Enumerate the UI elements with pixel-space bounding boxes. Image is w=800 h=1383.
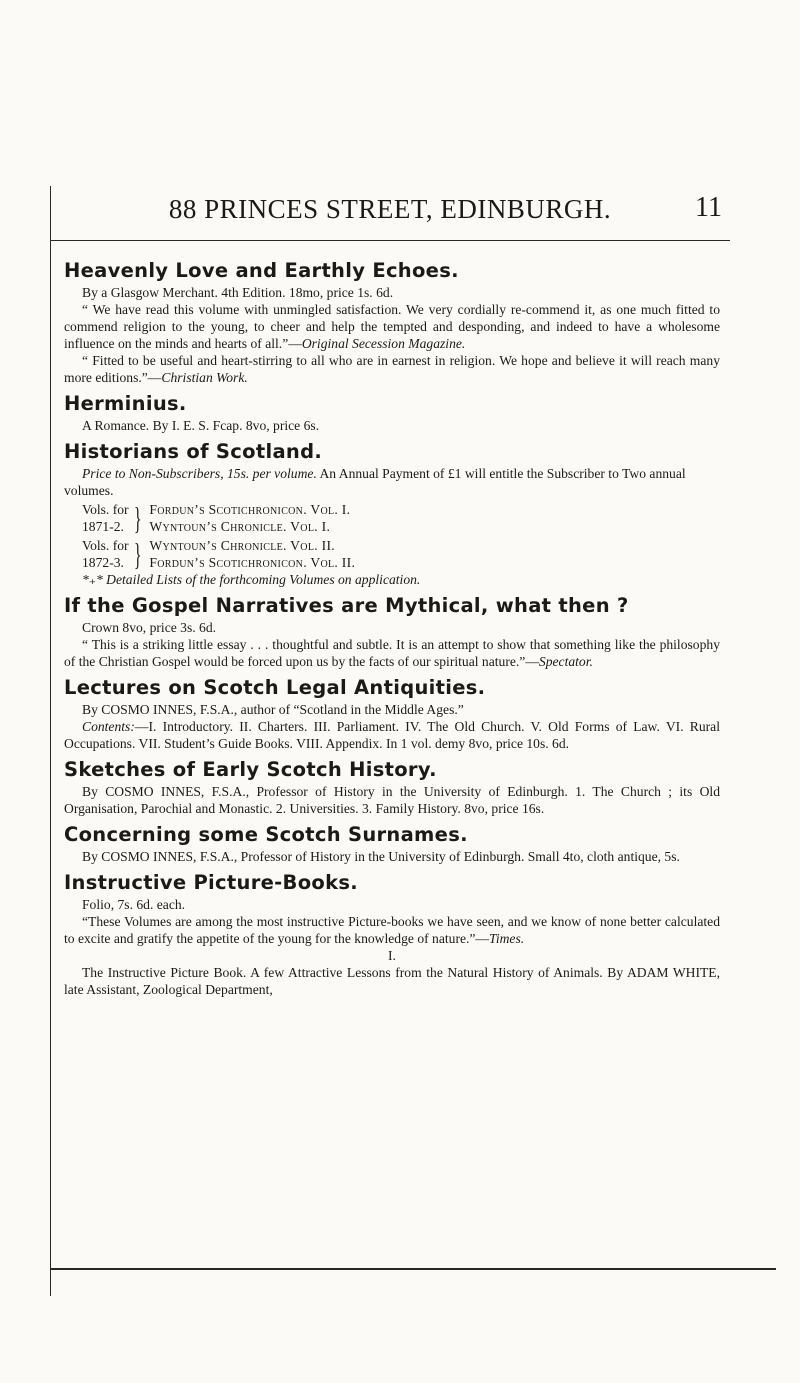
review-source: Spectator.	[538, 654, 593, 669]
entry-title: Lectures on Scotch Legal Antiquities.	[64, 676, 486, 699]
page-header	[50, 190, 730, 234]
entry-gospel-narratives	[64, 594, 720, 670]
entry-scotch-legal-antiquities	[64, 676, 720, 752]
catalogue-listing	[64, 253, 720, 1002]
entry-title: If the Gospel Narratives are Mythical, what then ?	[64, 594, 629, 617]
entry-historians-of-scotland	[64, 440, 720, 588]
review-quote: “These Volumes are among the most instructive Picture-books we have seen, and we know of none better calculated to excite and gratify the appetite of the young for the knowledge of nature.”—Times.	[64, 914, 720, 946]
running-title: 88 PRINCES STREET, EDINBURGH.	[168, 194, 612, 224]
entry-contents: Contents:—I. Introductory. II. Charters. III. Parliament. IV. The Old Church. V. Old Forms of Law. VI. Rural Occupations. VII. Student’s Guide Books. VIII. Appendix. In 1 vol. demy 8vo, price 10s. 6d.	[64, 719, 720, 751]
entry-heavenly-love	[64, 259, 720, 386]
entry-title: Concerning some Scotch Surnames.	[64, 823, 468, 846]
review-quote: “ We have read this volume with unmingled satisfaction. We very cordially re-commend it, as one much fitted to commend religion to the young, to cheer and help the tempted and desponding, and indeed to have a wholesome influence on the minds and hearts of all.”—Original Secession Magazine.	[64, 302, 720, 351]
volume-group: Vols. for 1871-2. } Fordun’s Scotichronicon. Vol. I. Wyntoun’s Chronicle. Vol. I.	[82, 500, 351, 536]
review-quote: “ This is a striking little essay . . . thoughtful and subtle. It is an attempt to show that something like the philosophy of the Christian Gospel would be forced upon us by the facts of our spiritual nature.”—Spectator.	[64, 637, 720, 669]
entry-title: Sketches of Early Scotch History.	[64, 758, 437, 781]
review-source: Original Secession Magazine.	[301, 336, 466, 351]
entry-byline: Crown 8vo, price 3s. 6d.	[82, 620, 217, 635]
review-source: Times.	[489, 931, 525, 946]
review-source: Christian Work.	[161, 370, 248, 385]
entry-byline: By COSMO INNES, F.S.A., Professor of History in the University of Edinburgh. 1. The Church ; its Old Organisation, Parochial and Monastic. 2. Universities. 3. Family History. 8vo, price 16s.	[64, 784, 720, 816]
entry-title: Heavenly Love and Earthly Echoes.	[64, 259, 459, 282]
entry-scotch-surnames	[64, 823, 720, 865]
entry-byline: By a Glasgow Merchant. 4th Edition. 18mo, price 1s. 6d.	[82, 285, 394, 300]
entry-byline: By COSMO INNES, F.S.A., author of “Scotland in the Middle Ages.”	[82, 702, 464, 717]
entry-early-scotch-history	[64, 758, 720, 817]
entry-byline: Folio, 7s. 6d. each.	[82, 897, 186, 912]
entry-note: *₊* Detailed Lists of the forthcoming Volumes on application.	[82, 572, 421, 587]
entry-title: Herminius.	[64, 392, 187, 415]
bottom-rule	[50, 1268, 776, 1270]
review-quote: “ Fitted to be useful and heart-stirring to all who are in earnest in religion. We hope and believe it will reach many more editions.”—Christian Work.	[64, 353, 720, 385]
entry-herminius	[64, 392, 720, 434]
item-description: The Instructive Picture Book. A few Attractive Lessons from the Natural History of Animals. By ADAM WHITE, late Assistant, Zoological Department,	[64, 965, 720, 997]
entry-price: Price to Non-Subscribers, 15s. per volume. An Annual Payment of £1 will entitle the Subscriber to Two annual volumes.	[64, 466, 686, 498]
entry-title: Instructive Picture-Books.	[64, 871, 358, 894]
entry-byline: A Romance. By I. E. S. Fcap. 8vo, price 6s.	[82, 418, 320, 433]
volume-group: Vols. for 1872-3. } Wyntoun’s Chronicle. Vol. II. Fordun’s Scotichronicon. Vol. II.	[82, 536, 356, 572]
entry-picture-books	[64, 871, 720, 998]
header-rule	[50, 240, 730, 241]
entry-title: Historians of Scotland.	[64, 440, 323, 463]
item-numeral: I.	[388, 948, 396, 963]
page-number: 11	[695, 192, 722, 223]
entry-byline: By COSMO INNES, F.S.A., Professor of History in the University of Edinburgh. Small 4to, cloth antique, 5s.	[82, 849, 680, 864]
